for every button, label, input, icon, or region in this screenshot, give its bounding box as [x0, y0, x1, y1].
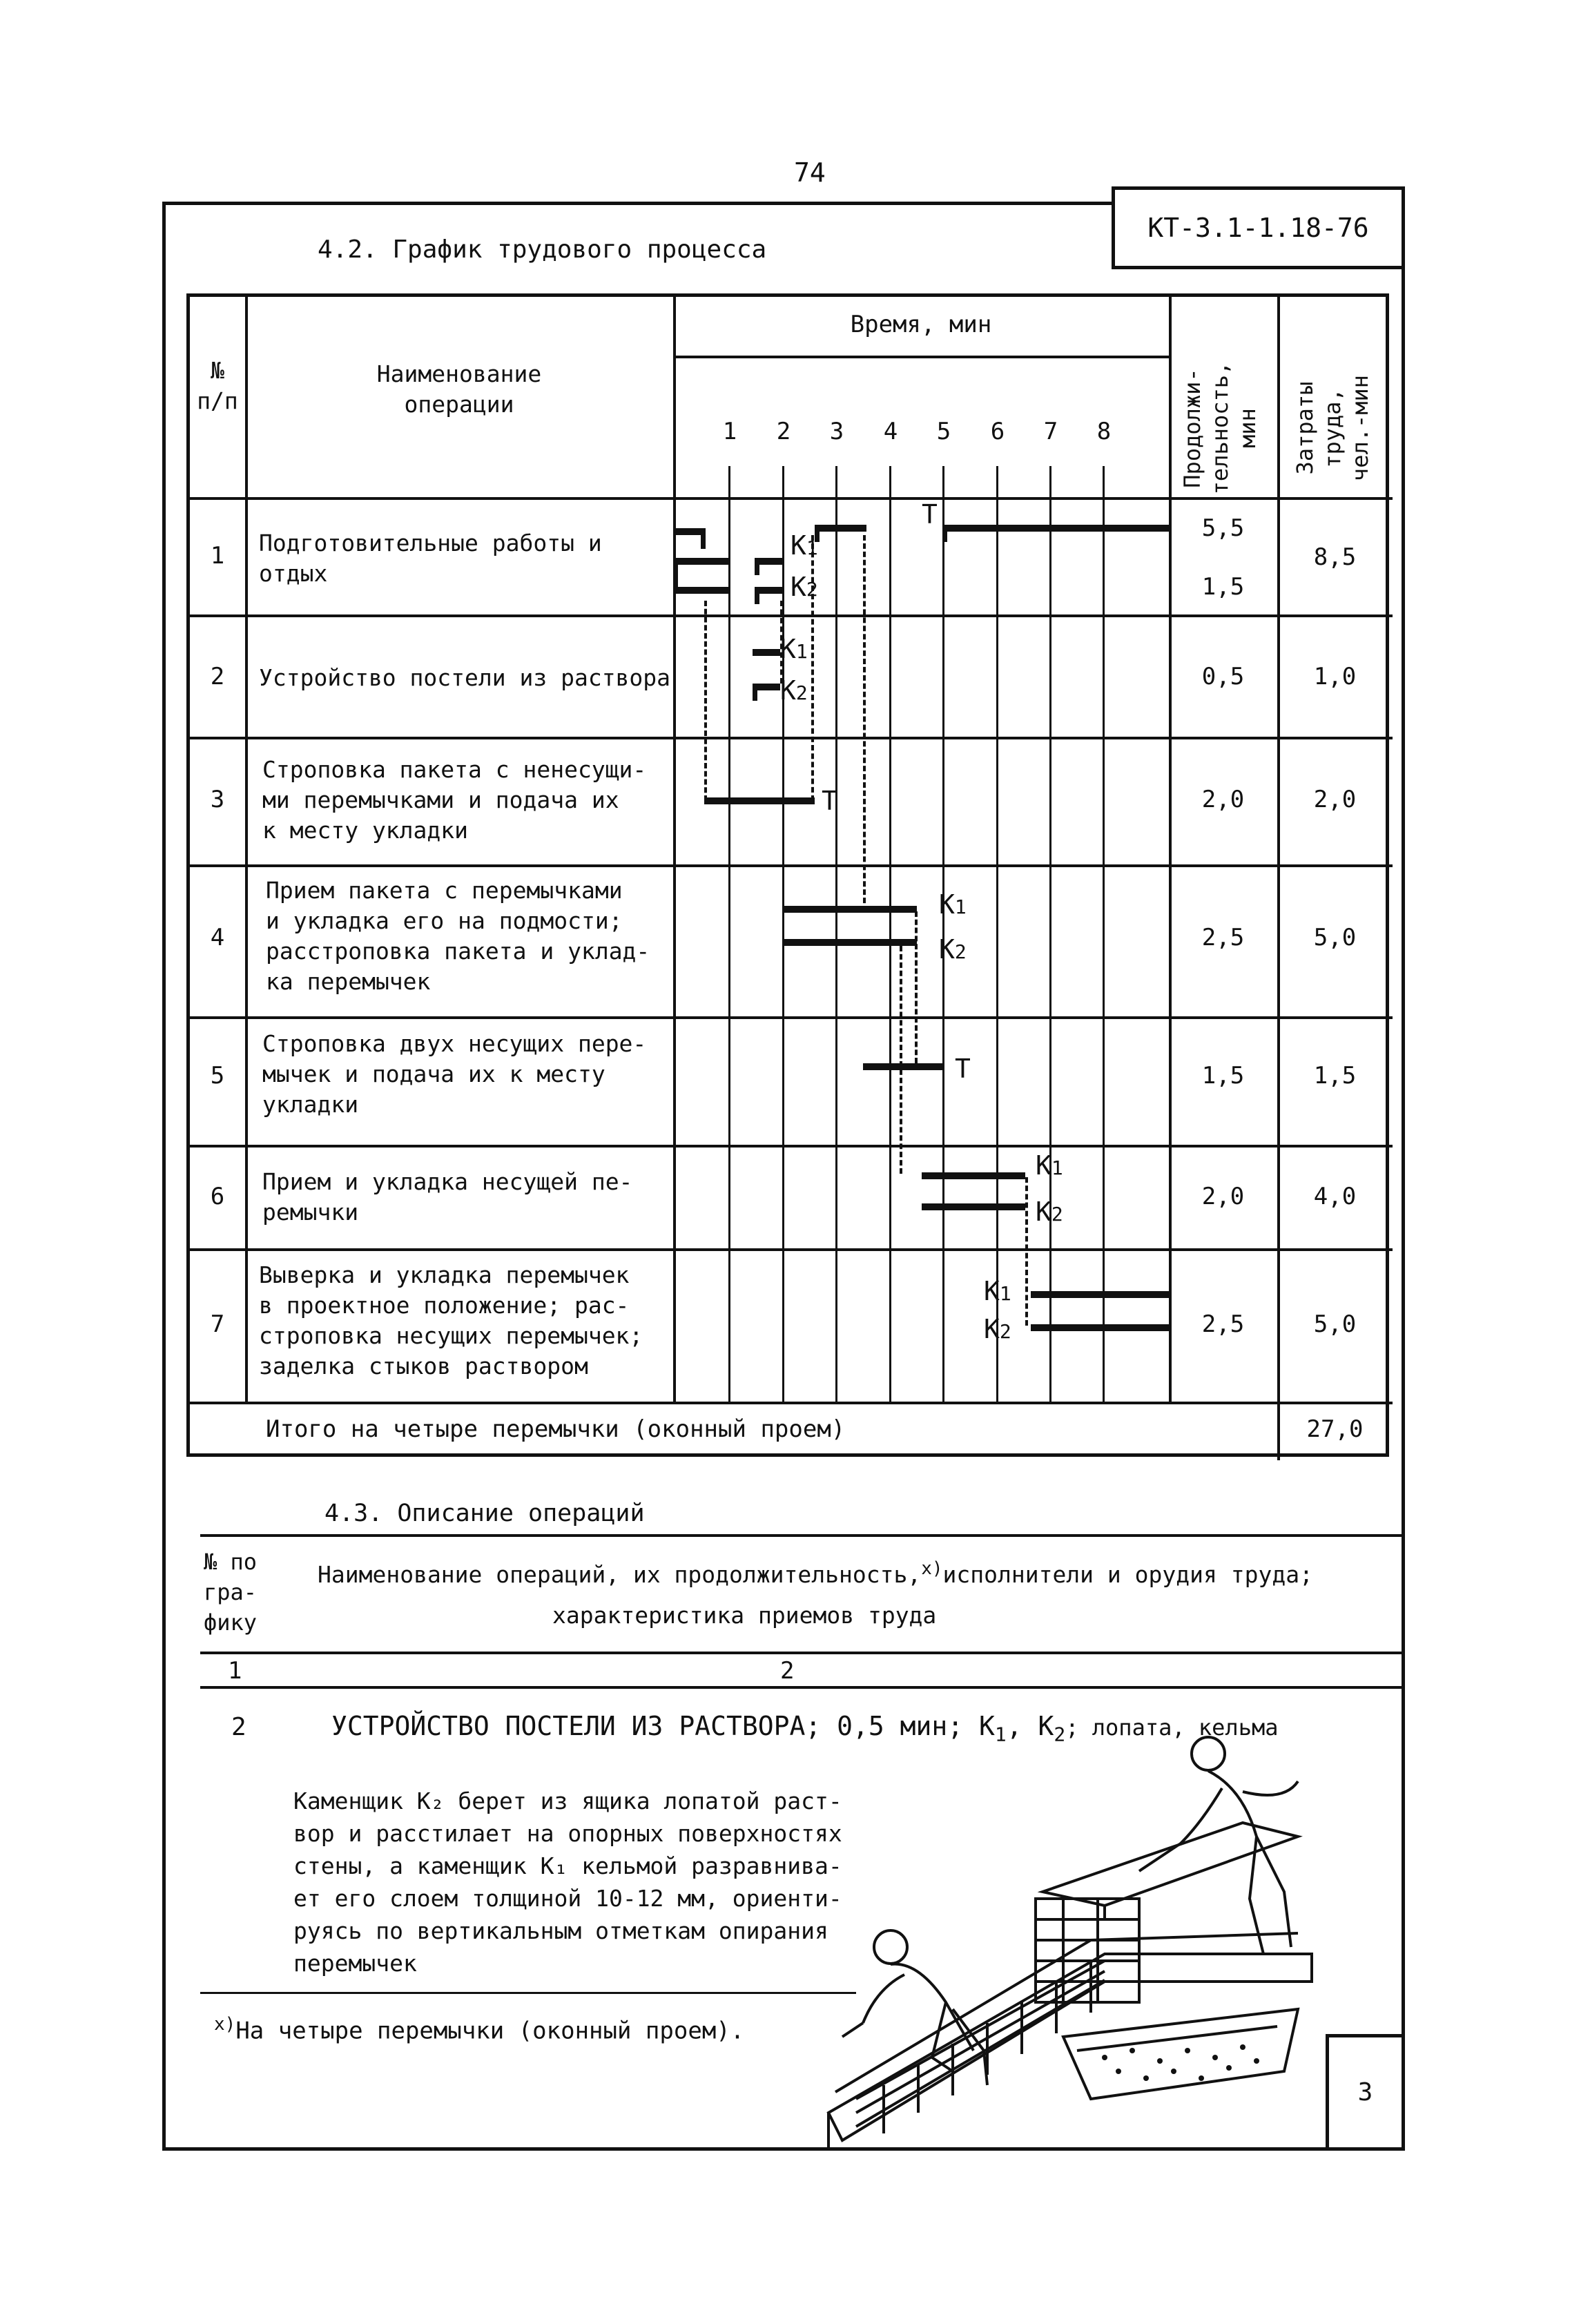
worker-label: Т — [822, 786, 837, 816]
worker-index: 1 — [954, 895, 967, 918]
worker-label: К — [984, 1314, 1000, 1344]
header-duration: Продолжи- тельность, мин — [1179, 361, 1261, 495]
time-tick: 6 — [990, 418, 1005, 445]
worker-label: К — [791, 572, 806, 602]
time-tick: 7 — [1043, 418, 1058, 445]
worker-label: К — [984, 1276, 1000, 1306]
row-number: 2 — [210, 663, 225, 690]
duration-value: 2,5 — [1201, 1310, 1245, 1338]
operation-description: Каменщик К₂ берет из ящика лопатой раст- вор и расстилает на опорных поверхностях стены, а каменщик К₁ кельмой разравнива- ет его слоем толщиной 10-12 мм, ориенти- руясь по вертикальным отметкам опирания перемычек — [293, 1788, 842, 1977]
footnote-text: На четыре перемычки (оконный проем). — [235, 2017, 745, 2045]
operation-name: Прием и укладка несущей пе- ремычки — [262, 1168, 633, 1226]
section-4-2-title: 4.2. График трудового процесса — [318, 235, 767, 264]
labor-value: 5,0 — [1313, 1310, 1357, 1338]
duration-value: 1,5 — [1201, 1062, 1245, 1090]
duration-value: 5,5 — [1201, 514, 1245, 542]
operation-name: Строповка двух несущих пере- мычек и подача их к месту укладки — [262, 1030, 647, 1118]
row-number: 7 — [210, 1310, 225, 1338]
labor-value: 8,5 — [1313, 543, 1357, 571]
labor-value: 4,0 — [1313, 1183, 1357, 1210]
duration-value: 0,5 — [1201, 663, 1245, 690]
time-tick: 8 — [1096, 418, 1112, 445]
operation-name: Прием пакета с перемычками и укладка его на подмости; расстроповка пакета и уклад- ка перемычек — [266, 877, 650, 995]
bricklaying-illustration — [815, 1726, 1326, 2147]
total-value: 27,0 — [1306, 1415, 1364, 1443]
operation-title: УСТРОЙСТВО ПОСТЕЛИ ИЗ РАСТВОРА; 0,5 мин; $К_1$, $К_2$; лопата, кельма — [331, 1711, 1279, 1746]
time-tick: 1 — [722, 418, 737, 445]
desc-header-number: № по гра- фику — [204, 1549, 258, 1636]
worker-label: К — [1036, 1197, 1051, 1227]
header-number: № п/п — [197, 357, 238, 414]
sheet-number: 3 — [1326, 2034, 1405, 2151]
worker-label: Т — [922, 499, 938, 530]
duration-value: 1,5 — [1201, 573, 1245, 601]
desc-header-text: Наименование операций, их продолжительность, — [318, 1561, 922, 1588]
operation-name: Устройство постели из раствора — [259, 664, 671, 691]
page-number: 74 — [794, 157, 826, 188]
worker-label: К — [780, 634, 796, 664]
worker-index: 1 — [795, 640, 808, 663]
divider — [200, 1652, 1405, 1654]
operation-name: Выверка и укладка перемычек в проектное положение; рас- строповка несущих перемычек; заделка стыков раствором — [259, 1261, 643, 1379]
row-number: 6 — [210, 1183, 225, 1210]
operation-name: Строповка пакета с ненесущи- ми перемычками и подача их к месту укладки — [262, 756, 647, 844]
row-number: 3 — [210, 786, 225, 813]
column-number: 2 — [780, 1657, 795, 1685]
labor-value: 1,5 — [1313, 1062, 1357, 1090]
document-code: КТ-3.1-1.18-76 — [1112, 186, 1405, 269]
row-number: 1 — [210, 542, 225, 570]
total-label: Итого на четыре перемычки (оконный проем) — [266, 1415, 846, 1443]
desc-header-subtext: характеристика приемов труда — [552, 1602, 937, 1629]
duration-value: 2,0 — [1201, 786, 1245, 813]
labor-process-schedule-table — [186, 293, 1389, 1457]
header-time: Время, мин — [850, 311, 992, 338]
section-4-3-title: 4.3. Описание операций — [324, 1500, 645, 1527]
worker-label: К — [791, 530, 806, 561]
time-tick: 4 — [883, 418, 898, 445]
worker-index: 1 — [1051, 1156, 1063, 1179]
operation-number: 2 — [231, 1713, 246, 1741]
labor-value: 1,0 — [1313, 663, 1357, 690]
worker-index: 2 — [999, 1320, 1011, 1343]
worker-index: 2 — [806, 578, 818, 601]
worker-label: К — [1036, 1150, 1051, 1181]
header-operation-name: Наименование операции — [376, 360, 542, 418]
worker-label: К — [780, 675, 796, 706]
worker-index: 2 — [954, 940, 967, 963]
labor-value: 5,0 — [1313, 924, 1357, 951]
worker-label: К — [939, 934, 955, 965]
footnote-divider — [200, 1992, 856, 1994]
worker-index: 1 — [999, 1282, 1011, 1305]
time-tick: 5 — [936, 418, 951, 445]
column-number: 1 — [228, 1657, 242, 1685]
divider — [200, 1534, 1405, 1537]
footnote-mark: x) — [921, 1558, 943, 1579]
header-labor: Затраты труда, чел.-мин — [1292, 374, 1373, 482]
row-number: 4 — [210, 924, 225, 951]
desc-header-text: исполнители и орудия труда; — [942, 1561, 1313, 1588]
time-tick: 2 — [776, 418, 791, 445]
operation-name: Подготовительные работы и отдых — [259, 530, 602, 587]
duration-value: 2,5 — [1201, 924, 1245, 951]
footnote-mark: x) — [214, 2014, 236, 2035]
labor-value: 2,0 — [1313, 786, 1357, 813]
row-number: 5 — [210, 1062, 225, 1090]
worker-label: Т — [955, 1054, 971, 1084]
worker-index: 1 — [806, 536, 818, 559]
worker-index: 2 — [795, 681, 808, 704]
duration-value: 2,0 — [1201, 1183, 1245, 1210]
divider — [200, 1686, 1405, 1689]
worker-label: К — [939, 889, 955, 920]
time-tick: 3 — [829, 418, 844, 445]
worker-index: 2 — [1051, 1203, 1063, 1226]
